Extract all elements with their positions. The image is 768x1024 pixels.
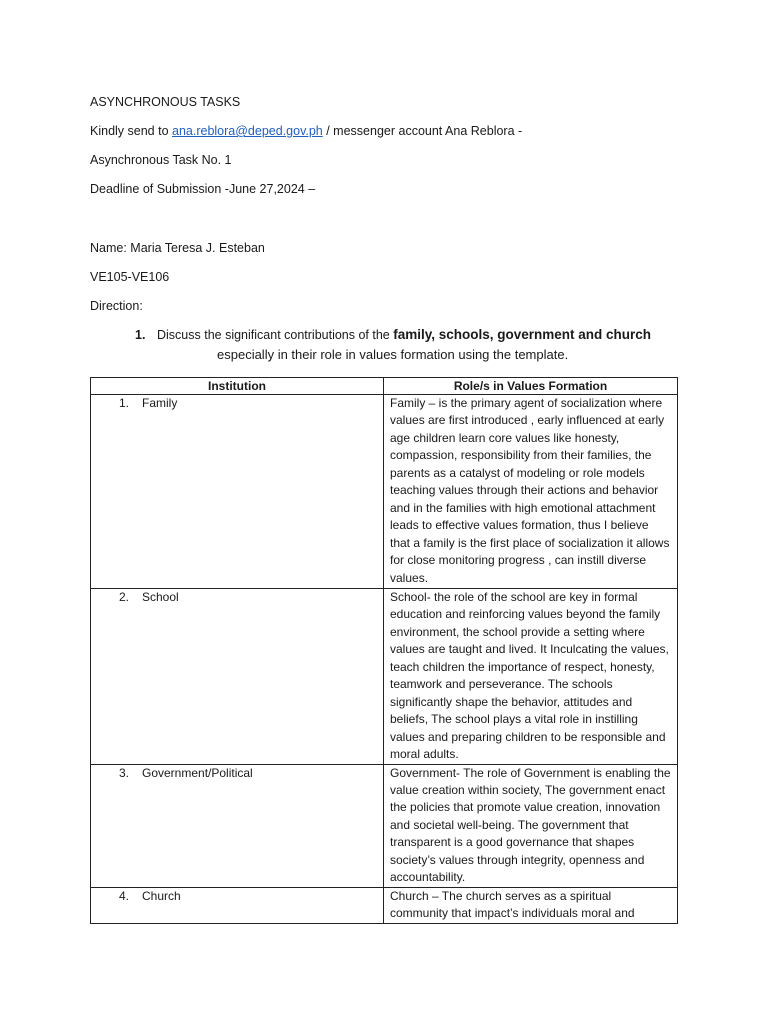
direction-bold-text: family, schools, government and church	[393, 327, 652, 342]
deadline: Deadline of Submission -June 27,2024 –	[90, 182, 316, 196]
institution-cell	[91, 887, 384, 923]
student-name: Name: Maria Teresa J. Esteban	[90, 241, 265, 255]
send-suffix: / messenger account Ana Reblora -	[322, 124, 523, 138]
row-number: 1.	[119, 396, 130, 410]
role-cell: Church – The church serves as a spiritual community that impact’s individuals moral and	[384, 887, 678, 923]
table-row	[91, 589, 678, 765]
email-link[interactable]: ana.reblora@deped.gov.ph	[172, 124, 323, 138]
row-number: 3.	[119, 765, 130, 780]
table-row	[91, 887, 678, 923]
role-cell: Government- The role of Government is enabling the value creation within society, The government enact the policies that promote value creation, innovation and societal well-being. The government that transparent is a good governance that shapes society’s values through integrity, openness and accountability.	[384, 764, 678, 887]
institution-name: Government/Political	[142, 765, 253, 780]
direction-item	[135, 327, 651, 342]
header-institution: Institution	[91, 378, 384, 395]
institution-cell	[91, 589, 384, 765]
role-cell: Family – is the primary agent of socialization where values are first introduced , early influenced at early age children learn core values like honesty, compassion, responsibility from their families, the parents as a catalyst of modeling or role models teaching values through their actions and behavior and in the families with high emotional attachment leads to effective values formation, thus I believe that a family is the first place of socialization it allows for close monitoring progress , can instill diverse values.	[384, 395, 678, 589]
header-role: Role/s in Values Formation	[384, 378, 678, 395]
institution-name: Church	[142, 888, 181, 903]
document-title: ASYNCHRONOUS TASKS	[90, 95, 241, 109]
row-number: 2.	[119, 590, 130, 604]
section-code: VE105-VE106	[90, 270, 170, 284]
table-row	[91, 395, 678, 589]
institution-name: Family	[142, 396, 178, 410]
direction-continuation: especially in their role in values formation using the template.	[217, 347, 569, 362]
send-instruction	[90, 124, 522, 138]
row-number: 4.	[119, 888, 130, 903]
role-cell: School- the role of the school are key in formal education and reinforcing values beyond the family environment, the school provide a setting where values are taught and lived. It Inculcating the values, teach children the importance of respect, honesty, teamwork and perseverance. The schools significantly shape the behavior, attitudes and beliefs, The school plays a vital role in instilling values and preparing children to be responsible and moral adults.	[384, 589, 678, 765]
institution-name: School	[142, 590, 179, 604]
send-prefix: Kindly send to	[90, 124, 172, 138]
values-formation-table	[90, 377, 678, 924]
table-row	[91, 764, 678, 887]
direction-label: Direction:	[90, 299, 143, 313]
task-number: Asynchronous Task No. 1	[90, 153, 232, 167]
institution-cell	[91, 764, 384, 887]
direction-number: 1.	[135, 328, 146, 342]
table-header-row	[91, 378, 678, 395]
institution-cell	[91, 395, 384, 589]
direction-text: Discuss the significant contributions of the	[157, 328, 394, 342]
